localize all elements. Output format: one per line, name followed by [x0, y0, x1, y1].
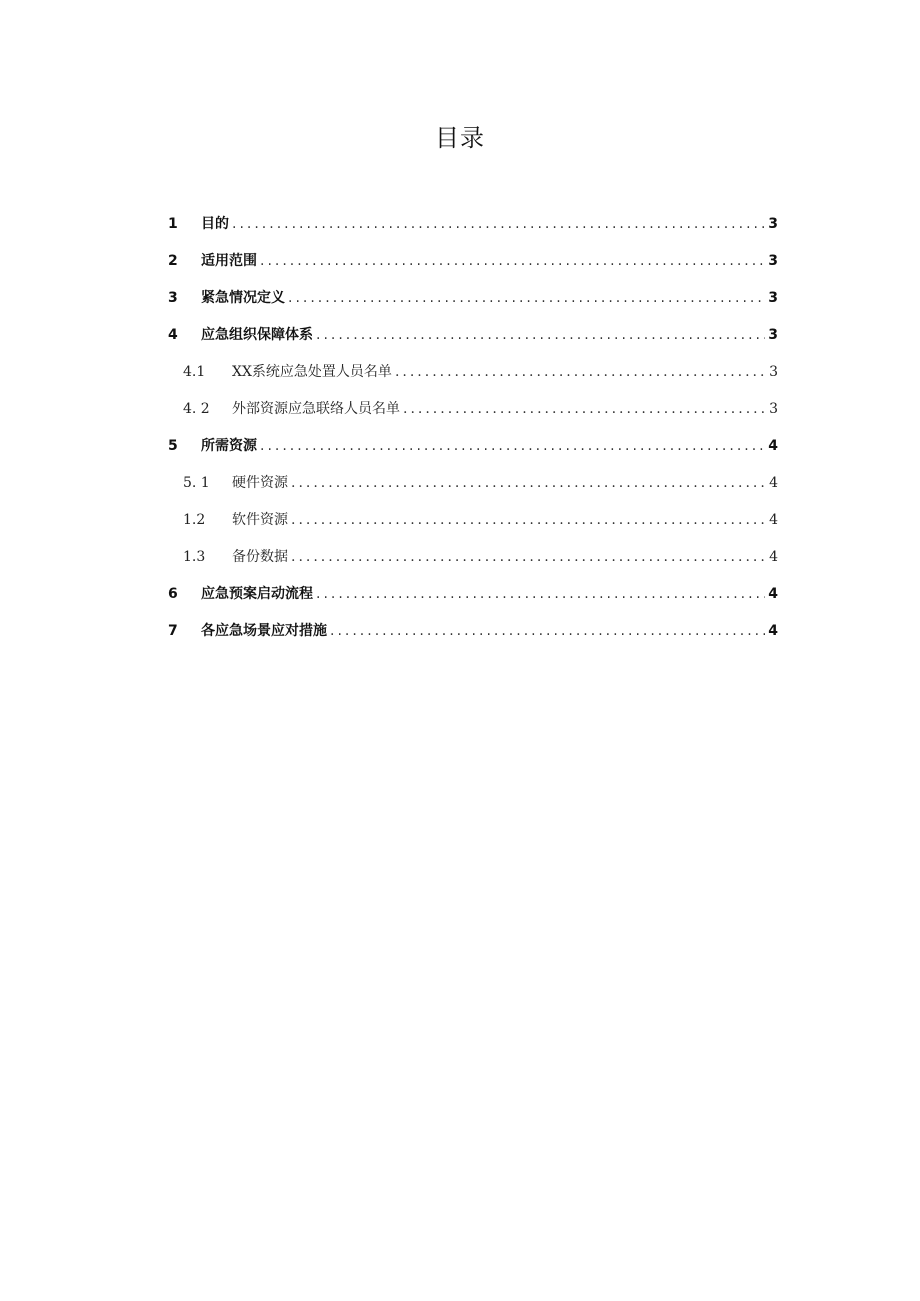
toc-entry-number: 7 [168, 623, 178, 639]
dot-leader [260, 243, 765, 280]
toc-entry-number: 6 [168, 586, 178, 602]
dot-leader [403, 391, 766, 428]
toc-entry-label: 紧急情况定义 [201, 290, 285, 306]
dot-leader [291, 465, 766, 502]
dot-leader [288, 280, 765, 317]
toc-subentry[interactable] [168, 391, 778, 428]
dot-leader [316, 317, 765, 354]
toc-entry-page: 4 [769, 549, 778, 565]
toc-entry-label: 备份数据 [232, 549, 288, 565]
toc-entry-number: 2 [168, 253, 178, 269]
dot-leader [232, 206, 765, 243]
toc-entry-number: 4 [168, 327, 178, 343]
toc-entry[interactable] [168, 317, 778, 354]
toc-entry-number: 3 [168, 290, 178, 306]
toc-entry-page: 3 [768, 290, 778, 306]
dot-leader [291, 502, 766, 539]
toc-entry-number: 1.2 [183, 512, 206, 528]
toc-subentry[interactable] [168, 465, 778, 502]
toc-entry[interactable] [168, 206, 778, 243]
dot-leader [330, 613, 765, 650]
toc-entry[interactable] [168, 576, 778, 613]
page-title: 目录 [435, 124, 485, 152]
toc-entry-label: 应急组织保障体系 [201, 327, 313, 343]
toc-entry-number: 1.3 [183, 549, 206, 565]
table-of-contents [168, 206, 778, 650]
toc-entry-number: 5 [168, 438, 178, 454]
toc-entry-page: 3 [769, 364, 778, 380]
toc-entry-page: 3 [768, 253, 778, 269]
toc-entry-label: 所需资源 [201, 438, 257, 454]
toc-entry[interactable] [168, 243, 778, 280]
toc-entry-page: 3 [768, 327, 778, 343]
dot-leader [316, 576, 765, 613]
toc-entry-label: 各应急场景应对措施 [201, 623, 327, 639]
toc-entry-number: 5. 1 [183, 475, 210, 491]
dot-leader [291, 539, 766, 576]
toc-entry[interactable] [168, 613, 778, 650]
toc-entry-label: 外部资源应急联络人员名单 [232, 401, 400, 417]
toc-entry-page: 4 [768, 623, 778, 639]
toc-entry-page: 4 [768, 438, 778, 454]
toc-subentry[interactable] [168, 502, 778, 539]
toc-entry-number: 4. 2 [183, 401, 210, 417]
toc-subentry[interactable] [168, 539, 778, 576]
toc-subentry[interactable] [168, 354, 778, 391]
dot-leader [395, 354, 766, 391]
toc-entry-page: 4 [769, 512, 778, 528]
toc-entry-label: 适用范围 [201, 253, 257, 269]
toc-entry-page: 4 [769, 475, 778, 491]
dot-leader [260, 428, 765, 465]
toc-entry[interactable] [168, 280, 778, 317]
toc-entry-number: 4.1 [183, 364, 206, 380]
toc-entry-page: 3 [769, 401, 778, 417]
toc-entry-label: 目的 [201, 216, 229, 232]
toc-entry-page: 3 [768, 216, 778, 232]
toc-entry-number: 1 [168, 216, 178, 232]
toc-entry-label: 应急预案启动流程 [201, 586, 313, 602]
toc-entry-label: 硬件资源 [232, 475, 288, 491]
toc-entry-page: 4 [768, 586, 778, 602]
toc-entry-label: 软件资源 [232, 512, 288, 528]
toc-entry[interactable] [168, 428, 778, 465]
toc-entry-label: XX系统应急处置人员名单 [232, 364, 392, 380]
